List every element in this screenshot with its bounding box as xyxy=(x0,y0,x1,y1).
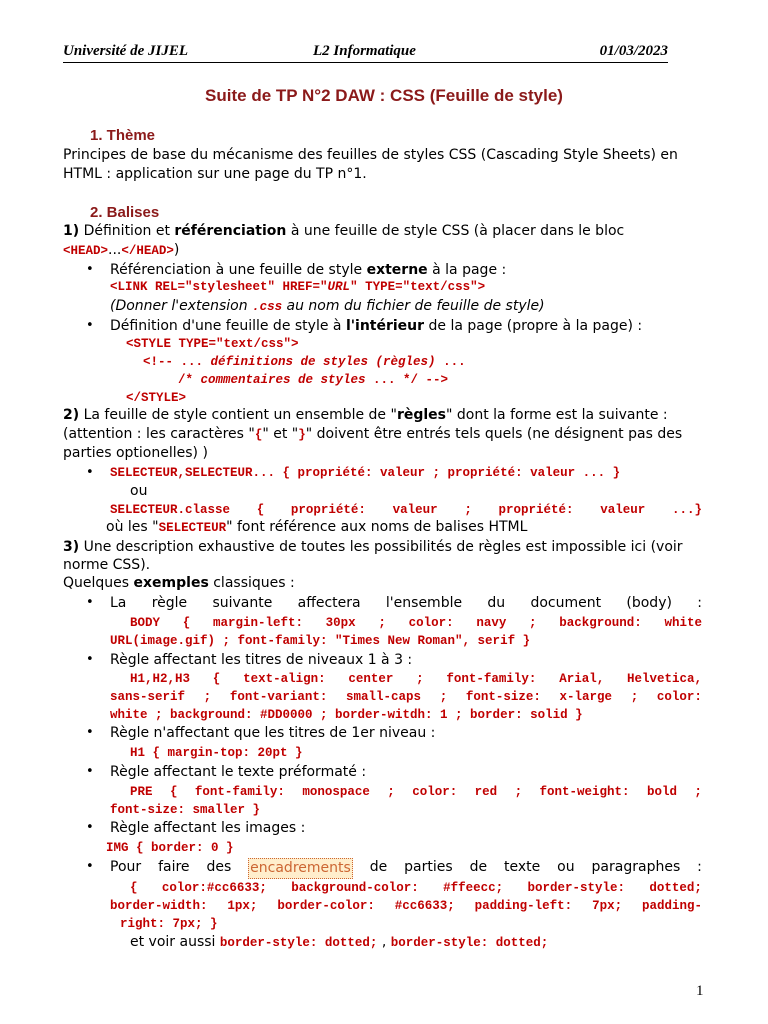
word: de xyxy=(369,859,388,875)
word: paragraphes xyxy=(591,859,681,875)
code-token: #cc6633; xyxy=(394,899,455,913)
code-token: ; xyxy=(529,616,537,630)
bullet-icon: • xyxy=(86,318,94,333)
word: l'ensemble xyxy=(385,595,463,611)
code-token: ; xyxy=(694,785,702,799)
bullet-icon: • xyxy=(86,652,94,667)
code-token: navy xyxy=(476,616,507,630)
bullet-icon: • xyxy=(86,465,94,480)
bullet-external-text: Référenciation à une feuille de style externe à la page : xyxy=(110,262,507,278)
word: faire xyxy=(158,859,190,875)
bullet-icon: • xyxy=(86,725,94,740)
code-token: font-size: xyxy=(465,690,541,704)
code-token: valeur xyxy=(392,503,438,517)
code-token: padding-left: xyxy=(474,899,573,913)
code-token: ; xyxy=(464,503,472,517)
code-token: monospace xyxy=(302,785,370,799)
point-2-line-2: (attention : les caractères "{" et "}" doivent être entrés tels quels (ne désignent pas des xyxy=(63,426,683,442)
example-h1-code: H1 { margin-top: 20pt } xyxy=(130,746,303,760)
code-token: sans-serif xyxy=(110,690,186,704)
code-token: font-family: xyxy=(194,785,285,799)
word: document xyxy=(530,595,602,611)
code-token: border-color: xyxy=(277,899,375,913)
ou-text: ou xyxy=(130,483,148,499)
bullet-icon: • xyxy=(86,595,94,610)
code-token: propriété: xyxy=(290,503,366,517)
code-token: Arial, xyxy=(559,672,605,686)
code-token: text-align: xyxy=(243,672,326,686)
example-frame-text xyxy=(110,858,702,879)
point-1-line-1: 1) Définition et référenciation à une feuille de style CSS (à placer dans le bloc xyxy=(63,223,625,239)
code-token: font-variant: xyxy=(229,690,328,704)
code-token: small-caps xyxy=(346,690,422,704)
style-comment-code-2: /* commentaires de styles ... */ --> xyxy=(178,373,449,387)
code-token: BODY xyxy=(130,616,161,630)
example-headings-text: Règle affectant les titres de niveaux 1 à 3 : xyxy=(110,652,413,668)
point-2-line-3: parties optionelles) ) xyxy=(63,445,208,461)
code-token: { xyxy=(256,503,265,517)
code-token: ; xyxy=(203,690,212,704)
code-token: ; xyxy=(439,690,448,704)
example-body-code-2: URL(image.gif) ; font-family: "Times New Roman", serif } xyxy=(110,634,531,648)
word: de xyxy=(469,859,488,875)
code-token: ; xyxy=(378,616,386,630)
code-token: dotted; xyxy=(649,881,702,895)
code-token: Helvetica, xyxy=(626,672,702,686)
word: du xyxy=(487,595,506,611)
code-token: color: xyxy=(412,785,458,799)
code-token: margin-left: xyxy=(212,616,303,630)
word: des xyxy=(206,859,232,875)
code-token: { xyxy=(169,785,178,799)
section-2-heading: 2. Balises xyxy=(90,204,160,221)
code-token: H1,H2,H3 xyxy=(130,672,191,686)
header-date: 01/03/2023 xyxy=(599,43,668,59)
word: parties xyxy=(404,859,453,875)
bullet-internal-text: Définition d'une feuille de style à l'intérieur de la page (propre à la page) : xyxy=(110,318,643,334)
code-token: { xyxy=(182,616,191,630)
code-token: background: xyxy=(559,616,642,630)
example-headings-code-1 xyxy=(130,670,702,689)
code-token: propriété: xyxy=(498,503,574,517)
code-token: padding- xyxy=(641,899,702,913)
example-frame-code-2 xyxy=(110,897,702,916)
page-number: 1 xyxy=(696,983,704,999)
code-token: #ffeecc; xyxy=(443,881,504,895)
word: suivante xyxy=(212,595,273,611)
header-university: Université de JIJEL xyxy=(63,43,188,59)
word: : xyxy=(697,595,702,611)
point-1-line-2: <HEAD>...</HEAD>) xyxy=(63,242,180,258)
code-token: center xyxy=(348,672,394,686)
code-token: { xyxy=(212,672,221,686)
header-course: L2 Informatique xyxy=(313,43,416,59)
selector-note: où les "SELECTEUR" font référence aux noms de balises HTML xyxy=(106,519,528,535)
style-comment-code-1: <!-- ... définitions de styles (règles) ... xyxy=(143,355,466,369)
example-img-text: Règle affectant les images : xyxy=(110,820,306,836)
examples-intro: Quelques exemples classiques : xyxy=(63,575,295,591)
code-token: 1px; xyxy=(227,899,258,913)
word: affectera xyxy=(297,595,361,611)
point-3-line-2: norme CSS). xyxy=(63,557,151,573)
see-also-line: et voir aussi border-style: dotted; , border-style: dotted; xyxy=(130,934,549,950)
point-2-line-1: 2) La feuille de style contient un ensemble de "règles" dont la forme est la suivante : xyxy=(63,407,668,423)
word: règle xyxy=(151,595,188,611)
bullet-icon: • xyxy=(86,262,94,277)
code-token: ; xyxy=(387,785,395,799)
example-headings-code-2 xyxy=(110,688,702,707)
page-header xyxy=(63,42,668,63)
code-token: ; xyxy=(630,690,639,704)
code-token: color: xyxy=(408,616,454,630)
code-token: ; xyxy=(514,785,523,799)
page-title: Suite de TP N°2 DAW : CSS (Feuille de style) xyxy=(205,86,563,105)
code-token: 7px; xyxy=(592,899,623,913)
word: (body) xyxy=(626,595,672,611)
encadrements-highlight: encadrements xyxy=(248,858,353,879)
point-3-line-1: 3) Une description exhaustive de toutes les possibilités de règles est impossible ici (voir xyxy=(63,539,683,555)
code-token: PRE xyxy=(130,785,153,799)
code-token: white xyxy=(664,616,702,630)
word: Pour xyxy=(110,859,142,875)
code-token: SELECTEUR.classe xyxy=(110,503,231,517)
example-pre-code-1 xyxy=(130,783,702,802)
example-body-code-1 xyxy=(130,614,702,633)
bullet-icon: • xyxy=(86,820,94,835)
code-token: { xyxy=(130,881,138,895)
word: ou xyxy=(557,859,575,875)
code-token: ...} xyxy=(671,503,702,517)
extension-note: (Donner l'extension .css au nom du fichier de feuille de style) xyxy=(110,298,545,314)
code-token: 30px xyxy=(325,616,356,630)
code-token: x-large xyxy=(559,690,613,704)
example-body-text xyxy=(110,594,702,613)
code-token: font-weight: xyxy=(539,785,630,799)
word: La xyxy=(110,595,127,611)
code-token: red xyxy=(474,785,498,799)
example-frame-code-1 xyxy=(130,879,702,898)
section-1-line-1: Principes de base du mécanisme des feuilles de styles CSS (Cascading Style Sheets) en xyxy=(63,147,678,163)
code-token: bold xyxy=(646,785,677,799)
code-token: border-style: xyxy=(527,881,626,895)
code-token: ; xyxy=(416,672,424,686)
code-token: background-color: xyxy=(291,881,419,895)
code-token: border-width: xyxy=(110,899,208,913)
style-open-code: <STYLE TYPE="text/css"> xyxy=(126,337,299,351)
section-1-heading: 1. Thème xyxy=(90,127,156,144)
example-pre-text: Règle affectant le texte préformaté : xyxy=(110,764,367,780)
code-token: font-family: xyxy=(446,672,537,686)
section-1-line-2: HTML : application sur une page du TP n°1. xyxy=(63,166,367,182)
example-h1-text: Règle n'affectant que les titres de 1er niveau : xyxy=(110,725,436,741)
word: texte xyxy=(504,859,541,875)
code-token: color:#cc6633; xyxy=(161,881,267,895)
style-close-code: </STYLE> xyxy=(126,391,187,405)
link-code: <LINK REL="stylesheet" HREF="URL" TYPE="text/css"> xyxy=(110,280,486,294)
example-img-code: IMG { border: 0 } xyxy=(106,841,234,855)
example-frame-code-3: right: 7px; } xyxy=(120,917,218,931)
example-headings-code-3: white ; background: #DD0000 ; border-witdh: 1 ; border: solid } xyxy=(110,708,583,722)
example-pre-code-2: font-size: smaller } xyxy=(110,803,261,817)
selector-syntax-1: SELECTEUR,SELECTEUR... { propriété: valeur ; propriété: valeur ... } xyxy=(110,466,621,480)
bullet-icon: • xyxy=(86,764,94,779)
code-token: valeur xyxy=(600,503,646,517)
word: : xyxy=(697,859,702,875)
bullet-icon: • xyxy=(86,859,94,874)
code-token: color: xyxy=(656,690,702,704)
